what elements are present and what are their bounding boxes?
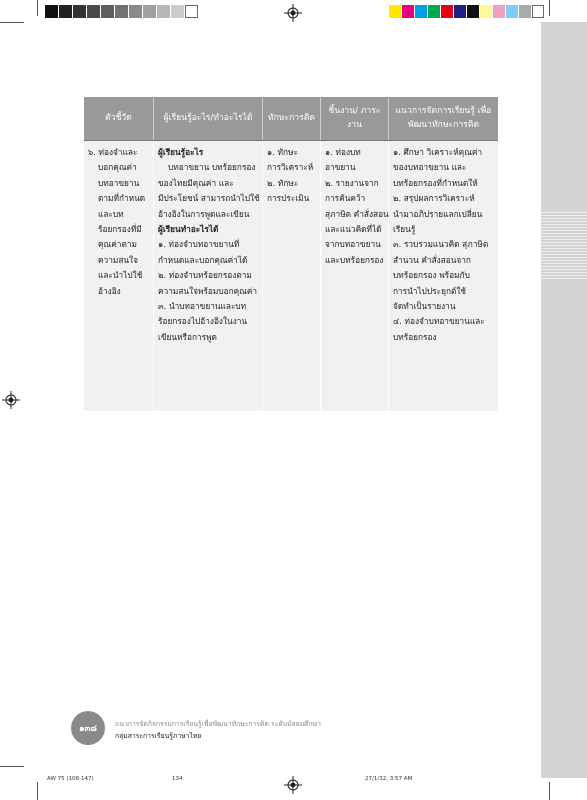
footer-book-title: แนวการจัดกิจกรรมการเรียนรู้เพื่อพัฒนาทักษะการคิด ระดับมัธยมศึกษา	[115, 720, 321, 728]
cell-thinking-skills	[263, 141, 321, 411]
cell-line: อ้างอิง	[98, 285, 121, 296]
cell-learner-outcomes	[154, 141, 263, 411]
cell-line: บทอาขยาน บทร้อยกรอง	[168, 162, 256, 173]
side-tab	[541, 22, 587, 778]
table-row	[84, 141, 498, 411]
side-tab-stripes	[541, 210, 587, 280]
cell-line: มีประโยชน์ สามารถนำไปใช้	[158, 193, 260, 204]
cell-line: ๒. ท่องจำบทร้อยกรองตาม	[158, 270, 252, 281]
registration-mark-icon	[2, 391, 20, 409]
header-learning-approach	[389, 97, 498, 140]
cell-line: จากบทอาขยาน	[325, 239, 381, 250]
cell-line: ๒. รายงานจาก	[325, 177, 379, 188]
cell-line: บทร้อยกรองที่กำหนดให้	[393, 177, 478, 188]
slug-file-name: AW 75 (108-147)	[47, 776, 94, 782]
cell-line: ๒. สรุปผลการวิเคราะห์	[393, 193, 475, 204]
cell-line: และแนวคิดที่ได้	[325, 224, 382, 235]
page-number-badge: ๑๓๘	[71, 711, 105, 745]
cell-line: บทอาขยาน	[98, 177, 140, 188]
cell-line: บทร้อยกรอง	[393, 331, 437, 342]
cell-learning-approach	[389, 141, 498, 411]
cell-line: การค้นคว้า	[325, 193, 366, 204]
slug-datetime: 27/1/32, 3:57 AM	[365, 776, 413, 782]
cell-line: กำหนดและบอกคุณค่าได้	[158, 254, 248, 265]
header-tasks-text: ชิ้นงาน/ ภาระงาน	[328, 105, 381, 130]
cell-line: ตามที่กำหนด	[98, 193, 146, 204]
cell-line: อ้างอิงในการพูดและเขียน	[158, 208, 250, 219]
learning-standards-table	[84, 97, 498, 411]
cell-line: และนำไปใช้	[98, 270, 143, 281]
registration-mark-icon	[284, 4, 302, 22]
cell-line: ๑. ศึกษา วิเคราะห์คุณค่า	[393, 147, 483, 157]
cell-line: สำนวน คำสั่งสอนจาก	[393, 254, 471, 265]
header-thinking-skills: ทักษะการคิด	[263, 97, 321, 140]
table-header	[84, 97, 498, 141]
cell-line: ๓. รวบรวมแนวคิด สุภาษิต	[393, 239, 489, 250]
cell-line: การวิเคราะห์	[267, 162, 314, 173]
cell-line: สุภาษิต คำสั่งสอน	[325, 208, 389, 219]
cell-line: ความสนใจพร้อมบอกคุณค่า	[158, 285, 258, 296]
cell-line: เรียนรู้	[393, 224, 416, 235]
cell-line: จัดทำเป็นรายงาน	[393, 301, 456, 312]
cell-line: ๑. ทักษะ	[267, 147, 298, 157]
cell-line: ๓. นำบทอาขยานและบท	[158, 301, 247, 312]
cell-line: นำมาอภิปรายแลกเปลี่ยน	[393, 208, 483, 219]
cell-line: อาขยาน	[325, 162, 356, 173]
cell-line: คุณค่าตาม	[98, 239, 137, 250]
cell-line: การนำไปประยุกต์ใช้	[393, 285, 467, 296]
cell-line: ร้อยกรองที่มี	[98, 224, 142, 235]
cell-line: และบท	[98, 208, 124, 219]
cell-heading: ผู้เรียนรู้อะไร	[158, 147, 204, 157]
cell-line: ๑. ท่องบท	[325, 147, 361, 157]
header-indicator: ตัวชี้วัด	[84, 97, 154, 140]
header-learner-outcomes: ผู้เรียนรู้อะไร/ทำอะไรได้	[154, 97, 263, 140]
cell-line: ๔. ท่องจำบทอาขยานและ	[393, 316, 485, 327]
header-tasks	[321, 97, 389, 140]
cell-line: ๑. ท่องจำบทอาขยานที่	[158, 239, 240, 250]
cell-tasks	[321, 141, 389, 411]
cell-line: ๒. ทักษะ	[267, 177, 299, 188]
cell-heading: ผู้เรียนทำอะไรได้	[158, 224, 219, 235]
cell-line: ร้อยกรองไปอ้างอิงในงาน	[158, 316, 248, 327]
cell-line: บทร้อยกรอง พร้อมกับ	[393, 270, 470, 281]
cell-line: บอกคุณค่า	[98, 162, 137, 173]
footer-subject: กลุ่มสาระการเรียนรู้ภาษาไทย	[115, 732, 202, 740]
cell-line: ของไทยมีคุณค่า และ	[158, 177, 234, 188]
slug-page-number: 134	[172, 776, 183, 782]
cell-indicator	[84, 141, 154, 411]
cell-line: ของบทอาขยาน และ	[393, 162, 467, 173]
cell-line: การประเมิน	[267, 193, 310, 204]
cell-line: ๖. ท่องจำและ	[88, 147, 138, 157]
registration-mark-icon	[284, 776, 302, 794]
header-learning-approach-text: แนวการจัดการเรียนรู้ เพื่อพัฒนาทักษะการคิด	[395, 105, 492, 130]
cell-line: เขียนหรือการพูด	[158, 331, 217, 342]
cell-line: และบทร้อยกรอง	[325, 254, 384, 265]
cell-line: ความสนใจ	[98, 254, 138, 265]
